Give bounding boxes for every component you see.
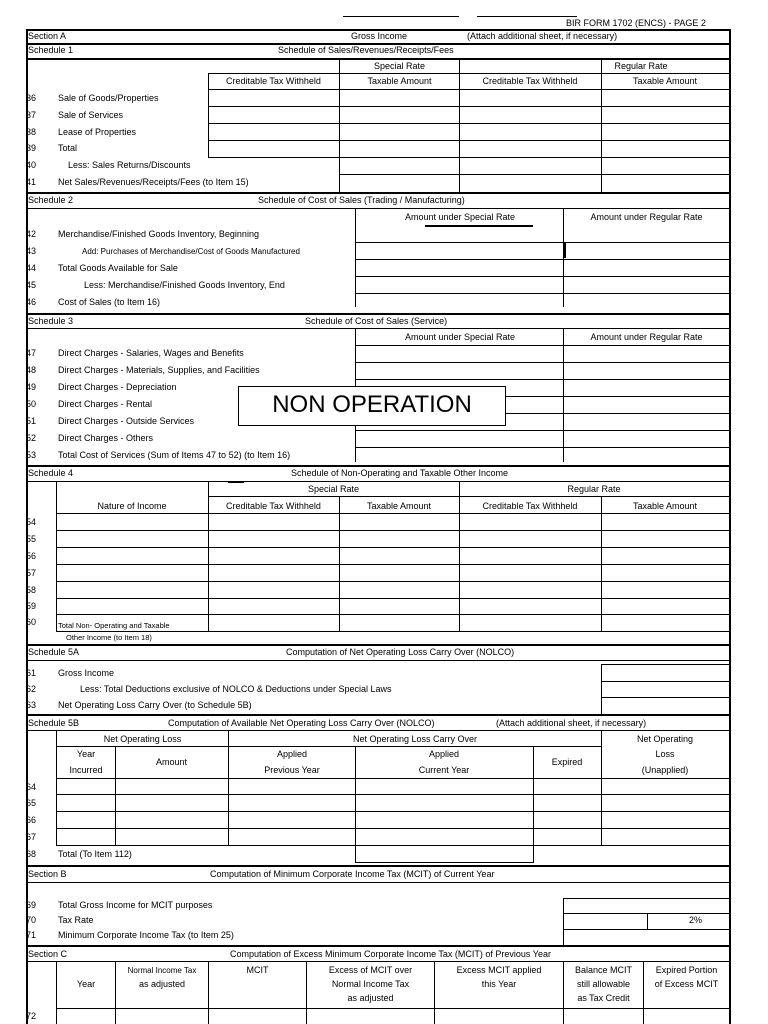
s5b-group-nol: Net Operating Loss xyxy=(103,734,182,744)
rule xyxy=(26,192,731,194)
s2-col-special: Amount under Special Rate xyxy=(404,212,516,222)
rule xyxy=(26,208,731,209)
rule xyxy=(208,73,729,74)
row-number: 38 xyxy=(26,127,37,137)
schedule5a-label: Schedule 5A xyxy=(28,647,80,657)
rule xyxy=(56,631,729,632)
row-label: Sale of Services xyxy=(58,110,124,120)
s3-col-regular: Amount under Regular Rate xyxy=(590,332,703,342)
rule xyxy=(208,157,729,158)
schedule5a-title: Computation of Net Operating Loss Carry Over (NOLCO) xyxy=(286,647,515,657)
rule xyxy=(56,614,729,615)
rule xyxy=(26,481,731,482)
rule xyxy=(26,945,731,947)
rule xyxy=(208,481,209,631)
sc-col-balance: still allowable xyxy=(576,979,631,989)
row-number: 41 xyxy=(26,177,37,187)
s1-regular-rate: Regular Rate xyxy=(614,61,668,71)
s5b-col-amount: Amount xyxy=(155,757,188,767)
rule xyxy=(208,106,729,107)
rule xyxy=(26,660,731,661)
rule xyxy=(56,547,729,548)
row-label: Add: Purchases of Merchandise/Cost of Goods Manufactured xyxy=(82,247,300,256)
rule xyxy=(26,328,731,329)
section-a-title: Gross Income xyxy=(351,31,408,41)
rule xyxy=(56,778,729,779)
rule xyxy=(56,481,57,631)
rule xyxy=(26,313,731,315)
s5b-col-curr: Applied xyxy=(428,749,460,759)
row-label: Direct Charges - Outside Services xyxy=(58,416,195,426)
rule xyxy=(563,929,729,930)
row-number: 46 xyxy=(26,297,37,307)
sc-col-balance: as Tax Credit xyxy=(577,993,630,1003)
s4-regular-rate: Regular Rate xyxy=(567,484,621,494)
row-number: 53 xyxy=(26,450,37,460)
s5b-col-year: Year xyxy=(76,749,96,759)
schedule5b-note: (Attach additional sheet, if necessary) xyxy=(496,718,647,728)
sc-col-normal: as adjusted xyxy=(138,979,186,989)
s3-col-special: Amount under Special Rate xyxy=(404,332,516,342)
rule xyxy=(56,513,729,514)
s4-total-label: Total Non- Operating and Taxable xyxy=(58,621,170,630)
row-number: 57 xyxy=(26,568,37,578)
row-number: 59 xyxy=(26,601,37,611)
rule xyxy=(564,242,566,258)
rule xyxy=(26,714,731,716)
row-number: 44 xyxy=(26,263,37,273)
schedule2-label: Schedule 2 xyxy=(28,195,74,205)
s5b-col-net: Loss xyxy=(655,749,675,759)
rule xyxy=(56,845,729,846)
s5b-total-label: Total (To Item 112) xyxy=(58,849,132,859)
row-label: Cost of Sales (to Item 16) xyxy=(58,297,161,307)
row-number: 72 xyxy=(26,1011,37,1021)
s4-special-rate: Special Rate xyxy=(307,484,360,494)
row-number: 50 xyxy=(26,399,37,409)
section-c-title: Computation of Excess Minimum Corporate Income Tax (MCIT) of Previous Year xyxy=(230,949,551,959)
rule xyxy=(355,345,729,346)
row-label: Less: Sales Returns/Discounts xyxy=(68,160,191,170)
rule xyxy=(208,89,729,90)
s4-col-ctw-regular: Creditable Tax Withheld xyxy=(482,501,578,511)
row-number: 43 xyxy=(26,246,37,256)
row-label: Direct Charges - Rental xyxy=(58,399,153,409)
row-number: 40 xyxy=(26,160,37,170)
rule xyxy=(26,961,731,962)
rule xyxy=(56,598,729,599)
s4-col-taxable: Taxable Amount xyxy=(366,501,432,511)
rule xyxy=(601,664,602,714)
s5b-col-expired: Expired xyxy=(551,757,583,767)
rule xyxy=(56,564,729,565)
row-label: Net Operating Loss Carry Over (to Schedule 5B) xyxy=(58,700,252,710)
rule xyxy=(56,746,601,747)
sc-col-excess: Excess of MCIT over xyxy=(328,965,413,975)
rule xyxy=(26,465,731,467)
rule xyxy=(601,681,729,682)
rule xyxy=(355,862,533,863)
non-operation-stamp xyxy=(238,386,506,426)
sc-col-expired: Expired Portion xyxy=(655,965,718,975)
row-label: Tax Rate xyxy=(58,915,94,925)
rule xyxy=(563,898,564,945)
rule xyxy=(26,882,731,883)
rule xyxy=(56,581,729,582)
sc-col-balance: Balance MCIT xyxy=(574,965,633,975)
row-number: 55 xyxy=(26,534,37,544)
rule xyxy=(425,225,533,227)
rule xyxy=(601,664,729,665)
rule xyxy=(56,530,729,531)
row-number: 52 xyxy=(26,433,37,443)
section-b-label: Section B xyxy=(28,869,67,879)
rule xyxy=(355,379,729,380)
row-label: Sale of Goods/Properties xyxy=(58,93,159,103)
rule xyxy=(208,140,729,141)
row-label: Minimum Corporate Income Tax (to Item 25) xyxy=(58,930,234,940)
rule xyxy=(208,73,209,157)
rule xyxy=(563,328,564,462)
row-number: 60 xyxy=(26,617,37,627)
row-number: 63 xyxy=(26,700,37,710)
s5b-group-net: Net Operating xyxy=(636,734,694,744)
row-number: 47 xyxy=(26,348,37,358)
tax-rate-value: 2% xyxy=(688,915,702,925)
sc-col-year: Year xyxy=(76,979,96,989)
row-label: Less: Merchandise/Finished Goods Inventory, End xyxy=(84,280,285,290)
row-label: Direct Charges - Salaries, Wages and Benefits xyxy=(58,348,244,358)
sc-col-mcit: MCIT xyxy=(246,965,269,975)
rule xyxy=(355,293,729,294)
row-number: 66 xyxy=(26,815,37,825)
rule xyxy=(56,794,729,795)
s5b-col-prev: Previous Year xyxy=(264,765,320,775)
row-label: Direct Charges - Others xyxy=(58,433,154,443)
schedule5b-label: Schedule 5B xyxy=(28,718,80,728)
sc-col-expired: of Excess MCIT xyxy=(654,979,719,989)
row-label: Net Sales/Revenues/Receipts/Fees (to Item 15) xyxy=(58,177,249,187)
s1-col-taxable: Taxable Amount xyxy=(367,76,432,86)
row-number: 68 xyxy=(26,849,37,859)
rule xyxy=(355,242,729,243)
s5b-group-carry: Net Operating Loss Carry Over xyxy=(352,734,478,744)
rule xyxy=(459,60,460,192)
schedule3-label: Schedule 3 xyxy=(28,316,74,326)
row-number: 54 xyxy=(26,517,37,527)
row-number: 39 xyxy=(26,143,37,153)
rule xyxy=(26,58,731,60)
rule xyxy=(563,913,729,914)
row-label: Merchandise/Finished Goods Inventory, Beginning xyxy=(58,229,259,239)
rule xyxy=(563,898,729,899)
row-label: Lease of Properties xyxy=(58,127,137,137)
row-number: 49 xyxy=(26,382,37,392)
section-c-label: Section C xyxy=(28,949,68,959)
row-label: Total Cost of Services (Sum of Items 47 to 52) (to Item 16) xyxy=(58,450,291,460)
sc-col-applied: Excess MCIT applied xyxy=(456,965,542,975)
rule xyxy=(601,697,729,698)
row-number: 56 xyxy=(26,551,37,561)
schedule5b-title: Computation of Available Net Operating Loss Carry Over (NOLCO) xyxy=(168,718,435,728)
row-number: 58 xyxy=(26,585,37,595)
row-number: 48 xyxy=(26,365,37,375)
schedule3-title: Schedule of Cost of Sales (Service) xyxy=(305,316,448,326)
section-a-note: (Attach additional sheet, if necessary) xyxy=(467,31,618,41)
s5b-col-curr: Current Year xyxy=(418,765,470,775)
section-a-label: Section A xyxy=(28,31,67,41)
rule xyxy=(208,123,729,124)
rule xyxy=(355,276,729,277)
row-label: Gross Income xyxy=(58,668,115,678)
row-number: 37 xyxy=(26,110,37,120)
s4-col-taxable-regular: Taxable Amount xyxy=(632,501,698,511)
s4-total-label: Other Income (to Item 18) xyxy=(66,633,152,642)
s1-col-ctw: Creditable Tax Withheld xyxy=(226,76,321,86)
row-number: 69 xyxy=(26,900,37,910)
rule xyxy=(56,828,729,829)
row-number: 45 xyxy=(26,280,37,290)
sc-col-applied: this Year xyxy=(481,979,517,989)
rule xyxy=(339,174,729,175)
row-number: 61 xyxy=(26,668,37,678)
s4-col-ctw: Creditable Tax Withheld xyxy=(226,501,321,511)
s4-col-nature: Nature of Income xyxy=(97,501,167,511)
row-number: 36 xyxy=(26,93,37,103)
frame-right xyxy=(729,29,731,1024)
s1-col-taxable-regular: Taxable Amount xyxy=(632,76,698,86)
s2-col-regular: Amount under Regular Rate xyxy=(590,212,703,222)
rule xyxy=(56,961,57,1024)
row-number: 67 xyxy=(26,832,37,842)
s5b-col-prev: Applied xyxy=(276,749,308,759)
form-title: BIR FORM 1702 (ENCS) - PAGE 2 xyxy=(566,18,706,28)
header-rule xyxy=(477,16,577,17)
s1-col-ctw-regular: Creditable Tax Withheld xyxy=(482,76,578,86)
row-label: Direct Charges - Materials, Supplies, and Facilities xyxy=(58,365,260,375)
sc-col-excess: Normal Income Tax xyxy=(331,979,410,989)
s1-special-rate: Special Rate xyxy=(373,61,426,71)
schedule1-label: Schedule 1 xyxy=(28,45,74,55)
rule xyxy=(355,259,729,260)
schedule1-title: Schedule of Sales/Revenues/Receipts/Fees xyxy=(278,45,454,55)
rule xyxy=(26,730,731,731)
row-number: 51 xyxy=(26,416,37,426)
s5b-col-net: (Unapplied) xyxy=(641,765,689,775)
schedule2-title: Schedule of Cost of Sales (Trading / Manufacturing) xyxy=(258,195,465,205)
row-label: Direct Charges - Depreciation xyxy=(58,382,177,392)
rule xyxy=(26,865,731,867)
row-number: 64 xyxy=(26,782,37,792)
rule xyxy=(459,481,460,631)
rule xyxy=(355,362,729,363)
rule xyxy=(601,60,602,192)
row-label: Total Gross Income for MCIT purposes xyxy=(58,900,213,910)
rule xyxy=(208,496,729,497)
sc-col-excess: as adjusted xyxy=(347,993,394,1003)
row-label: Less: Total Deductions exclusive of NOLCO & Deductions under Special Laws xyxy=(80,684,392,694)
row-label: Total xyxy=(58,143,78,153)
row-number: 70 xyxy=(26,915,37,925)
sc-col-normal: Normal Income Tax xyxy=(127,966,197,975)
row-number: 42 xyxy=(26,229,37,239)
schedule4-title: Schedule of Non-Operating and Taxable Other Income xyxy=(291,468,508,478)
schedule4-label: Schedule 4 xyxy=(28,468,74,478)
stamp-text: NON OPERATION xyxy=(272,391,472,418)
row-number: 62 xyxy=(26,684,37,694)
row-number: 71 xyxy=(26,930,37,940)
row-label: Total Goods Available for Sale xyxy=(58,263,178,273)
rule xyxy=(56,811,729,812)
header-rule xyxy=(343,16,459,17)
s5b-col-year: Incurred xyxy=(69,765,103,775)
rule xyxy=(56,1008,729,1009)
section-b-title: Computation of Minimum Corporate Income Tax (MCIT) of Current Year xyxy=(210,869,495,879)
rule xyxy=(355,430,729,431)
rule xyxy=(26,644,731,646)
row-number: 65 xyxy=(26,798,37,808)
rule xyxy=(339,60,340,192)
rule xyxy=(115,746,116,845)
rule xyxy=(355,447,729,448)
